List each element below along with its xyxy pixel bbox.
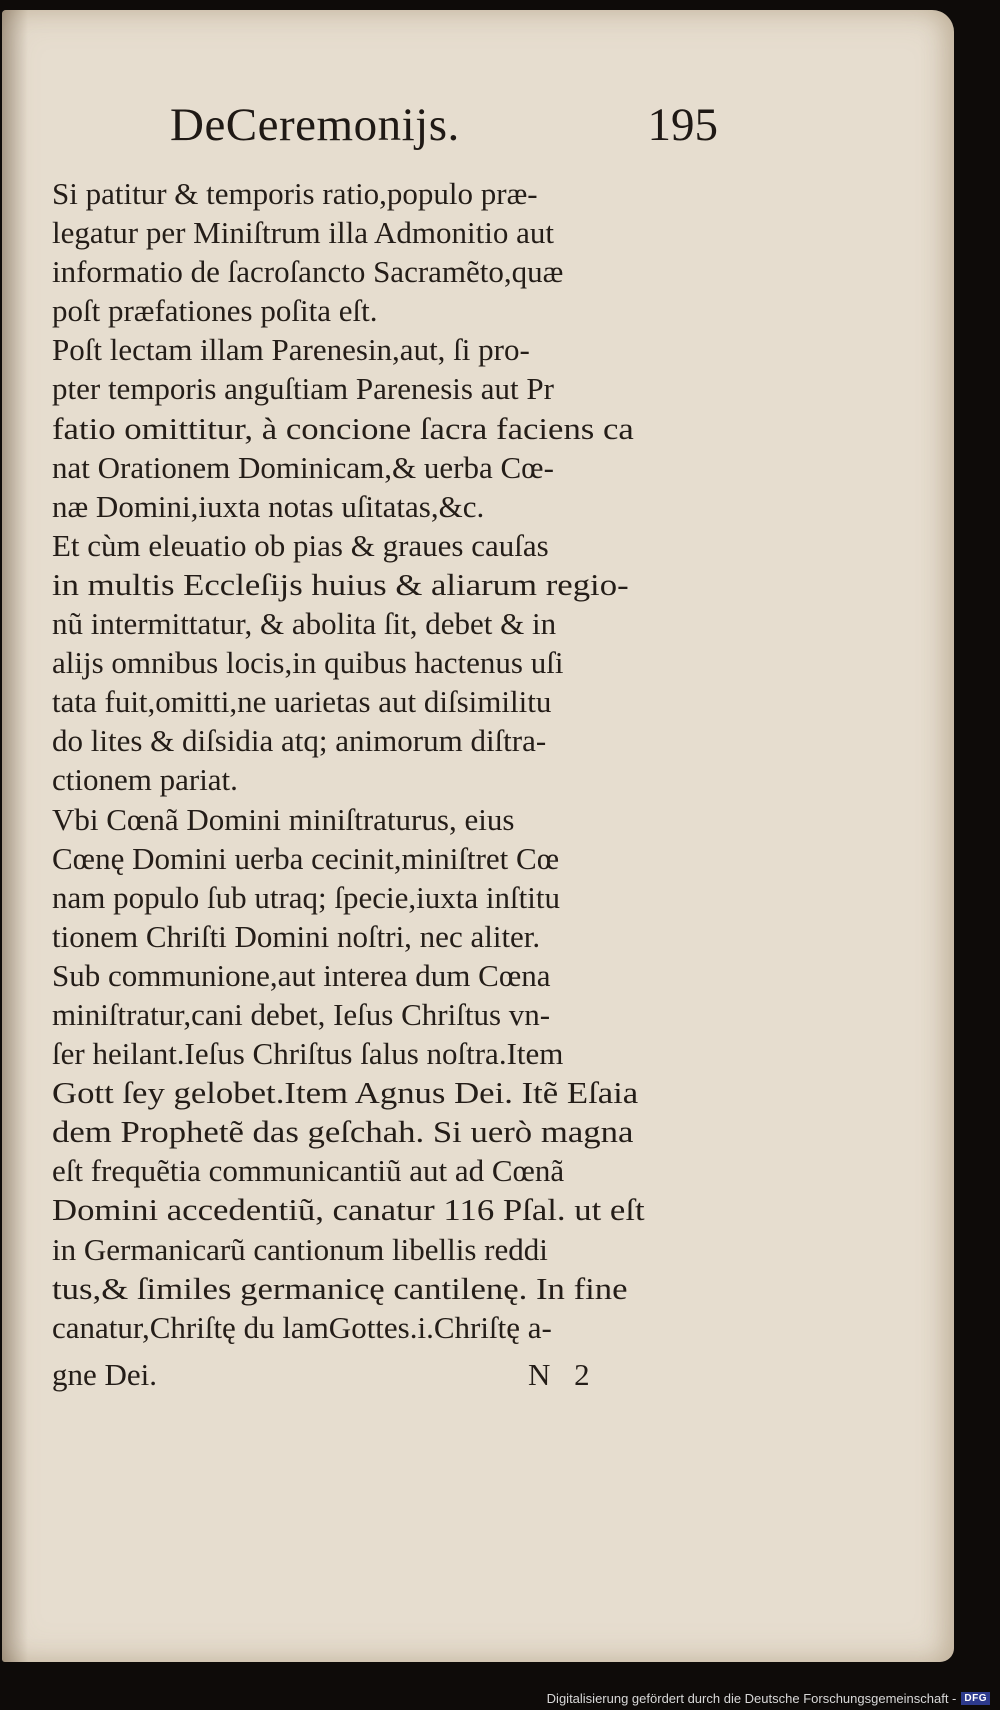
text-line: nũ intermittatur, & abolita ſit, debet & in bbox=[52, 606, 557, 642]
text-line: legatur per Miniſtrum illa Admonitio aut bbox=[52, 215, 554, 251]
text-line: canatur,Chriſtę du lamGottes.i.Chriſtę a- bbox=[52, 1309, 552, 1345]
text-line: tionem Chriſti Domini noſtri, nec aliter. bbox=[52, 918, 541, 954]
text-line: informatio de ſacroſancto Sacramẽto,quæ bbox=[52, 254, 564, 290]
text-line: næ Domini,iuxta notas uſitatas,&c. bbox=[52, 488, 485, 524]
page-footer bbox=[52, 1353, 702, 1397]
text-line: nat Orationem Dominicam,& uerba Cœ- bbox=[52, 449, 554, 485]
text-line: tata fuit,omitti,ne uarietas aut diſsimilitu bbox=[52, 684, 552, 720]
text-line: Vbi Cœnã Domini miniſtraturus, eius bbox=[52, 801, 515, 837]
text-line: ſer heilant.Ieſus Chriſtus ſalus noſtra.Item bbox=[52, 1036, 564, 1072]
signature-mark: N 2 bbox=[528, 1357, 598, 1392]
text-line: pter temporis anguſtiam Parenesis aut Pr bbox=[52, 371, 554, 407]
text-line: nam populo ſub utraq; ſpecie,iuxta inſtitu bbox=[52, 879, 560, 915]
dfg-logo: DFG bbox=[961, 1692, 990, 1705]
text-line: Domini accedentiũ, canatur 116 Pſal. ut eſt bbox=[52, 1192, 645, 1228]
text-line: in multis Eccleſijs huius & aliarum regio- bbox=[52, 566, 629, 602]
text-line: dem Prophetẽ das geſchah. Si uerò magna bbox=[52, 1114, 634, 1150]
text-line: do lites & diſsidia atq; animorum diſtra- bbox=[52, 723, 547, 759]
text-line: Et cùm eleuatio ob pias & graues cauſas bbox=[52, 527, 549, 563]
text-line: poſt præfationes poſita eſt. bbox=[52, 293, 378, 329]
text-line: alijs omnibus locis,in quibus hactenus uſi bbox=[52, 645, 564, 681]
text-line: ctionem pariat. bbox=[52, 762, 238, 798]
text-line: eſt frequẽtia communicantiũ aut ad Cœnã bbox=[52, 1153, 565, 1189]
text-line: Gott ſey gelobet.Item Agnus Dei. Itẽ Eſaia bbox=[52, 1075, 639, 1111]
text-line: Sub communione,aut interea dum Cœna bbox=[52, 957, 551, 993]
text-line: Cœnę Domini uerba cecinit,miniſtret Cœ bbox=[52, 840, 560, 876]
credit-text: Digitalisierung gefördert durch die Deutsche Forschungsgemeinschaft - bbox=[546, 1690, 957, 1706]
page-number: 195 bbox=[647, 99, 718, 151]
text-line: fatio omittitur, à concione ſacra faciens ca bbox=[52, 410, 634, 446]
text-line: in Germanicarũ cantionum libellis reddi bbox=[52, 1231, 548, 1267]
text-line: Poſt lectam illam Parenesin,aut, ſi pro- bbox=[52, 332, 530, 368]
catchword: gne Dei. bbox=[52, 1357, 158, 1392]
text-line: tus,& ſimiles germanicę cantilenę. In fine bbox=[52, 1270, 628, 1306]
text-line: miniſtratur,cani debet, Ieſus Chriſtus vn- bbox=[52, 996, 551, 1032]
digitization-credit bbox=[547, 1688, 990, 1708]
running-head-title: DeCeremonijs. bbox=[170, 99, 460, 151]
book-page bbox=[2, 10, 954, 1662]
running-head bbox=[170, 98, 718, 164]
binding-shadow bbox=[2, 10, 28, 1662]
text-line: Si patitur & temporis ratio,populo præ- bbox=[52, 176, 538, 211]
body-text bbox=[52, 174, 702, 1347]
